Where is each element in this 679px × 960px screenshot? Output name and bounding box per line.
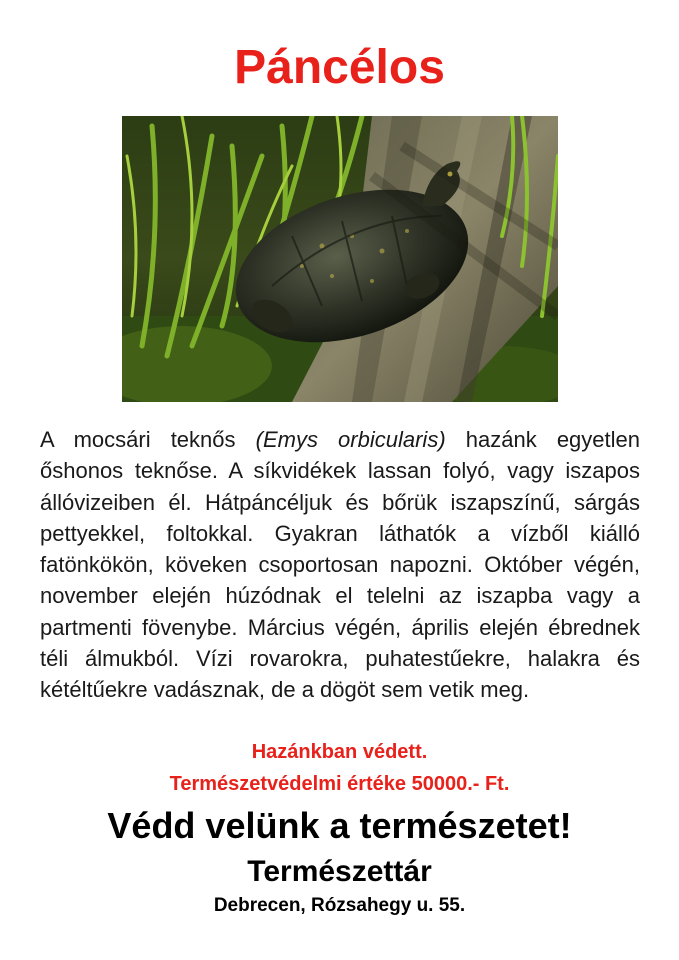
latin-name: (Emys orbicularis)	[255, 427, 446, 452]
slogan: Védd velünk a természetet!	[107, 805, 572, 846]
address: Debrecen, Rózsahegy u. 55.	[213, 895, 466, 916]
turtle-photo	[122, 116, 558, 402]
organization-name: Természettár	[247, 855, 432, 888]
description-part2: hazánk egyetlen őshonos teknőse. A síkvidékek lassan folyó, vagy iszapos állóvizeiben él. Hátpáncéljuk és bőrük iszapszínű, sárgás pettyekkel, foltokkal. Gyakran láthatók a vízből kiálló fatönkökön, köveken csoportosan napozni. Október végén, november elején húzódnak el telelni az iszapba vagy a partmenti fövenybe. Március végén, április elején ébrednek téli álmukból. Vízi rovarokra, puhatestűekre, halakra és kétéltűekre vadásznak, de a dögöt sem vetik meg.	[40, 427, 640, 703]
poster-title: Páncélos	[234, 41, 445, 94]
description-paragraph	[40, 424, 640, 706]
description-part1: A mocsári teknős	[40, 427, 256, 452]
value-notice: Természetvédelmi értéke 50000.- Ft.	[169, 773, 510, 795]
protected-notice: Hazánkban védett.	[251, 741, 428, 763]
